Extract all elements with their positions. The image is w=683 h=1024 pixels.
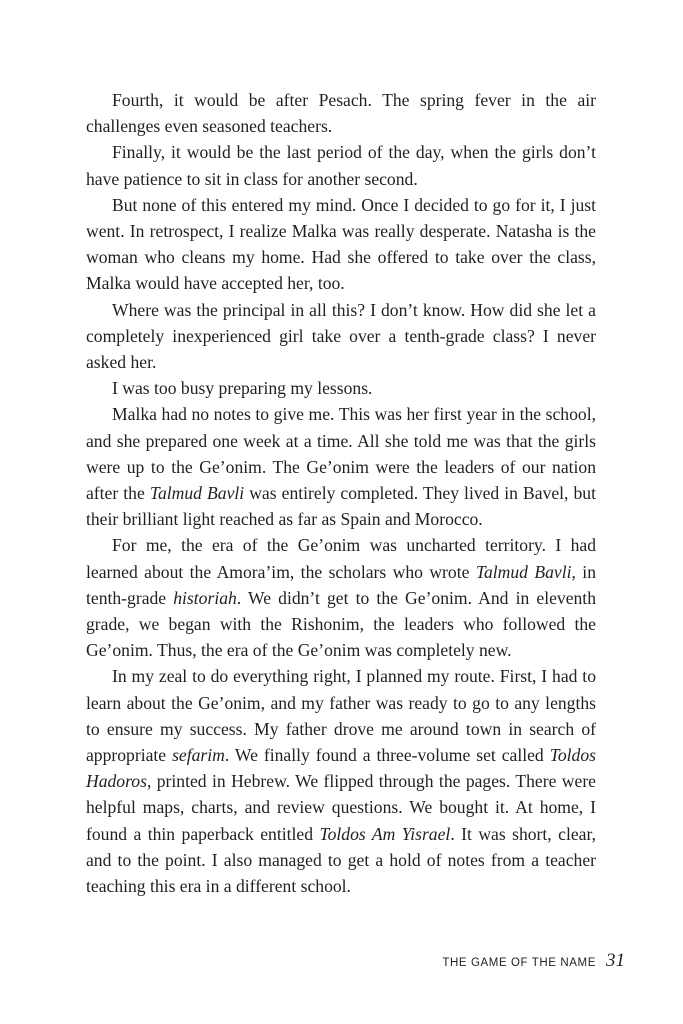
italic-text: Talmud Bavli bbox=[475, 561, 572, 582]
body-text bbox=[86, 87, 596, 899]
text-run: , printed in Hebrew. We flipped through the pages. There were helpful maps, charts, and review questions. We bought it. At home, I found a thin paperback entitled bbox=[86, 771, 596, 844]
paragraph bbox=[86, 87, 596, 139]
paragraph bbox=[86, 375, 596, 401]
text-run: I was too busy preparing my lessons. bbox=[112, 378, 373, 399]
paragraph bbox=[86, 139, 596, 191]
paragraph bbox=[86, 532, 596, 663]
text-run: Malka had no notes to give me. This was her first year in the school, and she prepared one week at a time. All she told me was that the girls were up to the Ge’onim. The Ge’onim were the leaders of our nation after the bbox=[86, 404, 596, 504]
italic-text: historiah bbox=[173, 587, 237, 608]
italic-text: Toldos Am Yisrael bbox=[319, 823, 451, 844]
text-run: , in tenth-grade bbox=[86, 561, 596, 608]
paragraph bbox=[86, 663, 596, 899]
text-run: . We didn’t get to the Ge’onim. And in eleventh grade, we began with the Rishonim, the leaders who followed the Ge’onim. Thus, the era of the Ge’onim was completely new. bbox=[86, 587, 596, 661]
paragraph bbox=[86, 401, 596, 532]
page-number: 31 bbox=[606, 950, 625, 971]
text-run: . We finally found a three-volume set called bbox=[224, 745, 550, 766]
running-head: THE GAME OF THE NAME bbox=[442, 957, 596, 969]
text-run: In my zeal to do everything right, I planned my route. First, I had to learn about the Ge’onim, and my father was ready to go to any lengths to ensure my success. My father drove me around town in search of appropriate bbox=[86, 666, 596, 766]
text-run: . It was short, clear, and to the point. I also managed to get a hold of notes from a teacher teaching this era in a different school. bbox=[86, 823, 597, 897]
italic-text: Toldos Hadoros bbox=[86, 745, 596, 792]
italic-text: Talmud Bavli bbox=[149, 483, 245, 504]
italic-text: sefarim bbox=[172, 745, 225, 766]
text-run: was entirely completed. They lived in Bavel, but their brilliant light reached as far as Spain and Morocco. bbox=[86, 483, 596, 530]
paragraph bbox=[86, 192, 596, 297]
text-run: Finally, it would be the last period of the day, when the girls don’t have patience to sit in class for another second. bbox=[86, 142, 596, 189]
paragraph bbox=[86, 297, 596, 376]
text-run: But none of this entered my mind. Once I decided to go for it, I just went. In retrospect, I realize Malka was really desperate. Natasha is the woman who cleans my home. Had she offered to take over the class, Malka would have accepted her, too. bbox=[86, 194, 596, 294]
text-run: Fourth, it would be after Pesach. The spring fever in the air challenges even seasoned teachers. bbox=[86, 90, 596, 137]
text-run: Where was the principal in all this? I don’t know. How did she let a completely inexperienced girl take over a tenth-grade class? I never asked her. bbox=[86, 299, 596, 373]
page-footer bbox=[442, 950, 625, 972]
text-run: For me, the era of the Ge’onim was uncharted territory. I had learned about the Amora’im, the scholars who wrote bbox=[86, 535, 596, 582]
